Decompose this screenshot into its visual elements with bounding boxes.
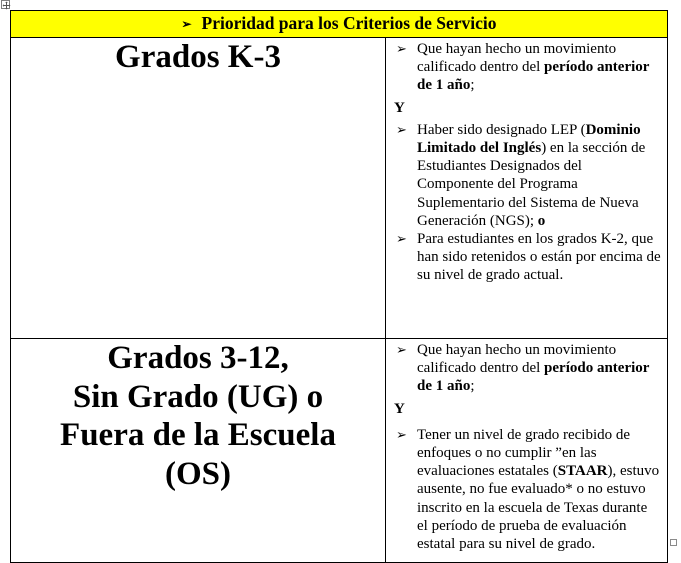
arrow-bullet-icon: ➢: [396, 121, 407, 137]
grade-line: Fuera de la Escuela: [60, 417, 336, 453]
grade-line: Grados 3-12,: [107, 340, 289, 376]
grade-line: Sin Grado (UG) o: [72, 378, 324, 415]
arrow-bullet-icon: ➢: [396, 426, 407, 442]
connector-y: Y: [394, 99, 405, 116]
header-cell: [11, 11, 668, 38]
grade-cell-k3: [11, 38, 386, 339]
table-header-row: [11, 11, 668, 38]
grade-cell-3-12: [11, 339, 386, 563]
criteria-table: [10, 10, 668, 563]
criterion-text: Que hayan hecho un movimiento calificado dentro del período anterior de 1 año;: [417, 342, 650, 395]
arrow-bullet-icon: ➢: [396, 231, 407, 247]
table-resize-handle[interactable]: [670, 539, 677, 546]
criteria-cell-3-12: [386, 339, 668, 563]
criterion-text: Para estudiantes en los grados K-2, que han sido retenidos o están por encima de su nivel de grado actual.: [417, 231, 661, 284]
criteria-cell-k3: [386, 38, 668, 339]
criterion-item: [396, 40, 667, 95]
connector-y: Y: [394, 400, 405, 417]
move-arrows-icon: [2, 1, 11, 10]
criterion-item: [396, 230, 667, 285]
arrow-bullet-icon: ➢: [396, 342, 407, 357]
arrow-bullet-icon: ➢: [181, 17, 192, 31]
criterion-item: [396, 426, 667, 553]
grade-label-k3: Grados K-3: [115, 39, 281, 75]
table-move-handle[interactable]: [1, 0, 10, 9]
criterion-text: Tener un nivel de grado recibido de enfoques o no cumplir ”en las evaluaciones estatales (STAAR), estuvo ausente, no fue evaluado* o no estuvo inscrito en la escuela de Texas durante el período de prueba de evaluación estatal para su nivel de grado.: [417, 426, 660, 553]
arrow-bullet-icon: ➢: [396, 41, 407, 56]
criteria-row-3-12: [11, 339, 668, 563]
grade-line: (OS): [165, 455, 231, 492]
table-title: Prioridad para los Criterios de Servicio: [201, 13, 497, 33]
criteria-row-k3: [11, 38, 668, 339]
criterion-item: [396, 121, 667, 230]
criterion-text: Haber sido designado LEP (Dominio Limitado del Inglés) en la sección de Estudiantes Designados del Componente del Programa Suplementario del Sistema de Nueva Generación (NGS); o: [417, 121, 646, 229]
criterion-item: [396, 341, 667, 396]
criterion-text: Que hayan hecho un movimiento calificado dentro del período anterior de 1 año;: [417, 41, 650, 94]
